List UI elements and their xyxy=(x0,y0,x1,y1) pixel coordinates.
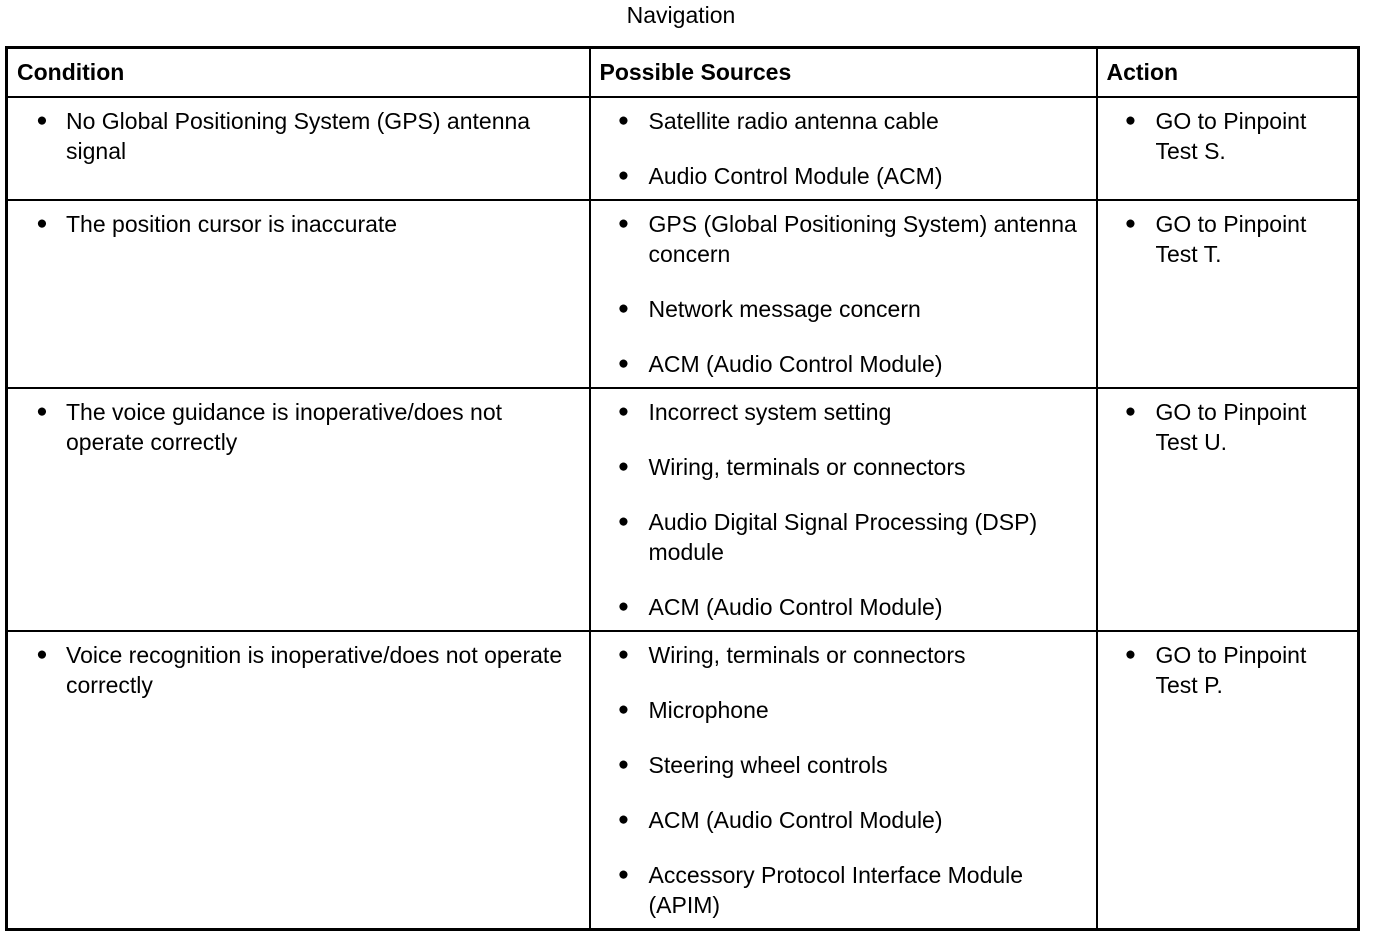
bullet-icon: ● xyxy=(617,165,630,186)
list-item xyxy=(591,805,1090,835)
condition-list xyxy=(8,106,583,166)
list-item xyxy=(8,106,583,166)
list-item xyxy=(591,349,1090,379)
list-item xyxy=(1098,209,1352,269)
source-text: Audio Control Module (ACM) xyxy=(648,163,943,189)
list-item xyxy=(591,640,1090,670)
action-cell xyxy=(1097,631,1359,930)
bullet-icon: ● xyxy=(36,110,48,131)
list-item xyxy=(591,695,1090,725)
bullet-icon: ● xyxy=(617,401,630,422)
condition-text: The position cursor is inaccurate xyxy=(66,211,398,237)
action-cell xyxy=(1097,388,1359,631)
table-row xyxy=(7,631,1359,930)
list-item xyxy=(1098,106,1352,166)
bullet-icon: ● xyxy=(617,699,630,720)
condition-cell xyxy=(7,200,590,388)
source-text: ACM (Audio Control Module) xyxy=(648,807,943,833)
action-cell xyxy=(1097,200,1359,388)
action-text: GO to Pinpoint Test U. xyxy=(1155,399,1307,455)
action-list xyxy=(1098,640,1352,700)
action-cell xyxy=(1097,97,1359,200)
table-row xyxy=(7,200,1359,388)
list-item xyxy=(591,209,1090,269)
bullet-icon: ● xyxy=(1124,110,1137,131)
sources-list xyxy=(591,106,1090,191)
bullet-icon: ● xyxy=(617,644,630,665)
condition-list xyxy=(8,397,583,457)
bullet-icon: ● xyxy=(36,401,48,422)
list-item xyxy=(8,640,583,700)
source-text: Audio Digital Signal Processing (DSP) module xyxy=(648,509,1038,565)
action-text: GO to Pinpoint Test P. xyxy=(1155,642,1307,698)
bullet-icon: ● xyxy=(617,596,630,617)
condition-list xyxy=(8,640,583,700)
header-row xyxy=(7,48,1359,98)
column-header-possible-sources: Possible Sources xyxy=(590,48,1097,98)
list-item xyxy=(591,507,1090,567)
action-list xyxy=(1098,106,1352,166)
source-text: Wiring, terminals or connectors xyxy=(648,454,966,480)
bullet-icon: ● xyxy=(1124,644,1137,665)
sources-list xyxy=(591,640,1090,920)
sources-cell xyxy=(590,388,1097,631)
table-row xyxy=(7,388,1359,631)
list-item xyxy=(1098,640,1352,700)
source-text: Steering wheel controls xyxy=(648,752,888,778)
bullet-icon: ● xyxy=(617,809,630,830)
action-list xyxy=(1098,397,1352,457)
bullet-icon: ● xyxy=(36,644,48,665)
list-item xyxy=(8,397,583,457)
source-text: ACM (Audio Control Module) xyxy=(648,351,943,377)
source-text: Accessory Protocol Interface Module (APIM) xyxy=(648,862,1024,918)
source-text: Network message concern xyxy=(648,296,921,322)
condition-cell xyxy=(7,388,590,631)
bullet-icon: ● xyxy=(617,754,630,775)
source-text: GPS (Global Positioning System) antenna concern xyxy=(648,211,1077,267)
condition-list xyxy=(8,209,583,239)
list-item xyxy=(591,452,1090,482)
list-item xyxy=(8,209,583,239)
table-row xyxy=(7,97,1359,200)
bullet-icon: ● xyxy=(617,353,630,374)
condition-text: No Global Positioning System (GPS) antenna signal xyxy=(66,108,531,164)
bullet-icon: ● xyxy=(36,213,48,234)
table-body xyxy=(7,97,1359,930)
list-item xyxy=(591,592,1090,622)
condition-cell xyxy=(7,631,590,930)
bullet-icon: ● xyxy=(617,511,630,532)
list-item xyxy=(591,106,1090,136)
source-text: Wiring, terminals or connectors xyxy=(648,642,966,668)
bullet-icon: ● xyxy=(617,213,630,234)
list-item xyxy=(591,161,1090,191)
source-text: Satellite radio antenna cable xyxy=(648,108,939,134)
bullet-icon: ● xyxy=(1124,213,1137,234)
action-text: GO to Pinpoint Test T. xyxy=(1155,211,1307,267)
page-title: Navigation xyxy=(626,2,736,28)
source-text: ACM (Audio Control Module) xyxy=(648,594,943,620)
column-header-condition: Condition xyxy=(7,48,590,98)
diagnosis-table xyxy=(5,46,1360,931)
bullet-icon: ● xyxy=(617,110,630,131)
sources-list xyxy=(591,397,1090,622)
source-text: Incorrect system setting xyxy=(648,399,892,425)
list-item xyxy=(1098,397,1352,457)
sources-cell xyxy=(590,631,1097,930)
condition-text: The voice guidance is inoperative/does not operate correctly xyxy=(66,399,503,455)
bullet-icon: ● xyxy=(617,298,630,319)
list-item xyxy=(591,294,1090,324)
action-text: GO to Pinpoint Test S. xyxy=(1155,108,1307,164)
source-text: Microphone xyxy=(648,697,769,723)
list-item xyxy=(591,860,1090,920)
bullet-icon: ● xyxy=(1124,401,1137,422)
list-item xyxy=(591,750,1090,780)
condition-cell xyxy=(7,97,590,200)
bullet-icon: ● xyxy=(617,864,630,885)
condition-text: Voice recognition is inoperative/does not operate correctly xyxy=(66,642,563,698)
bullet-icon: ● xyxy=(617,456,630,477)
column-header-action: Action xyxy=(1097,48,1359,98)
table-header xyxy=(7,48,1359,98)
sources-cell xyxy=(590,200,1097,388)
sources-list xyxy=(591,209,1090,379)
action-list xyxy=(1098,209,1352,269)
list-item xyxy=(591,397,1090,427)
sources-cell xyxy=(590,97,1097,200)
